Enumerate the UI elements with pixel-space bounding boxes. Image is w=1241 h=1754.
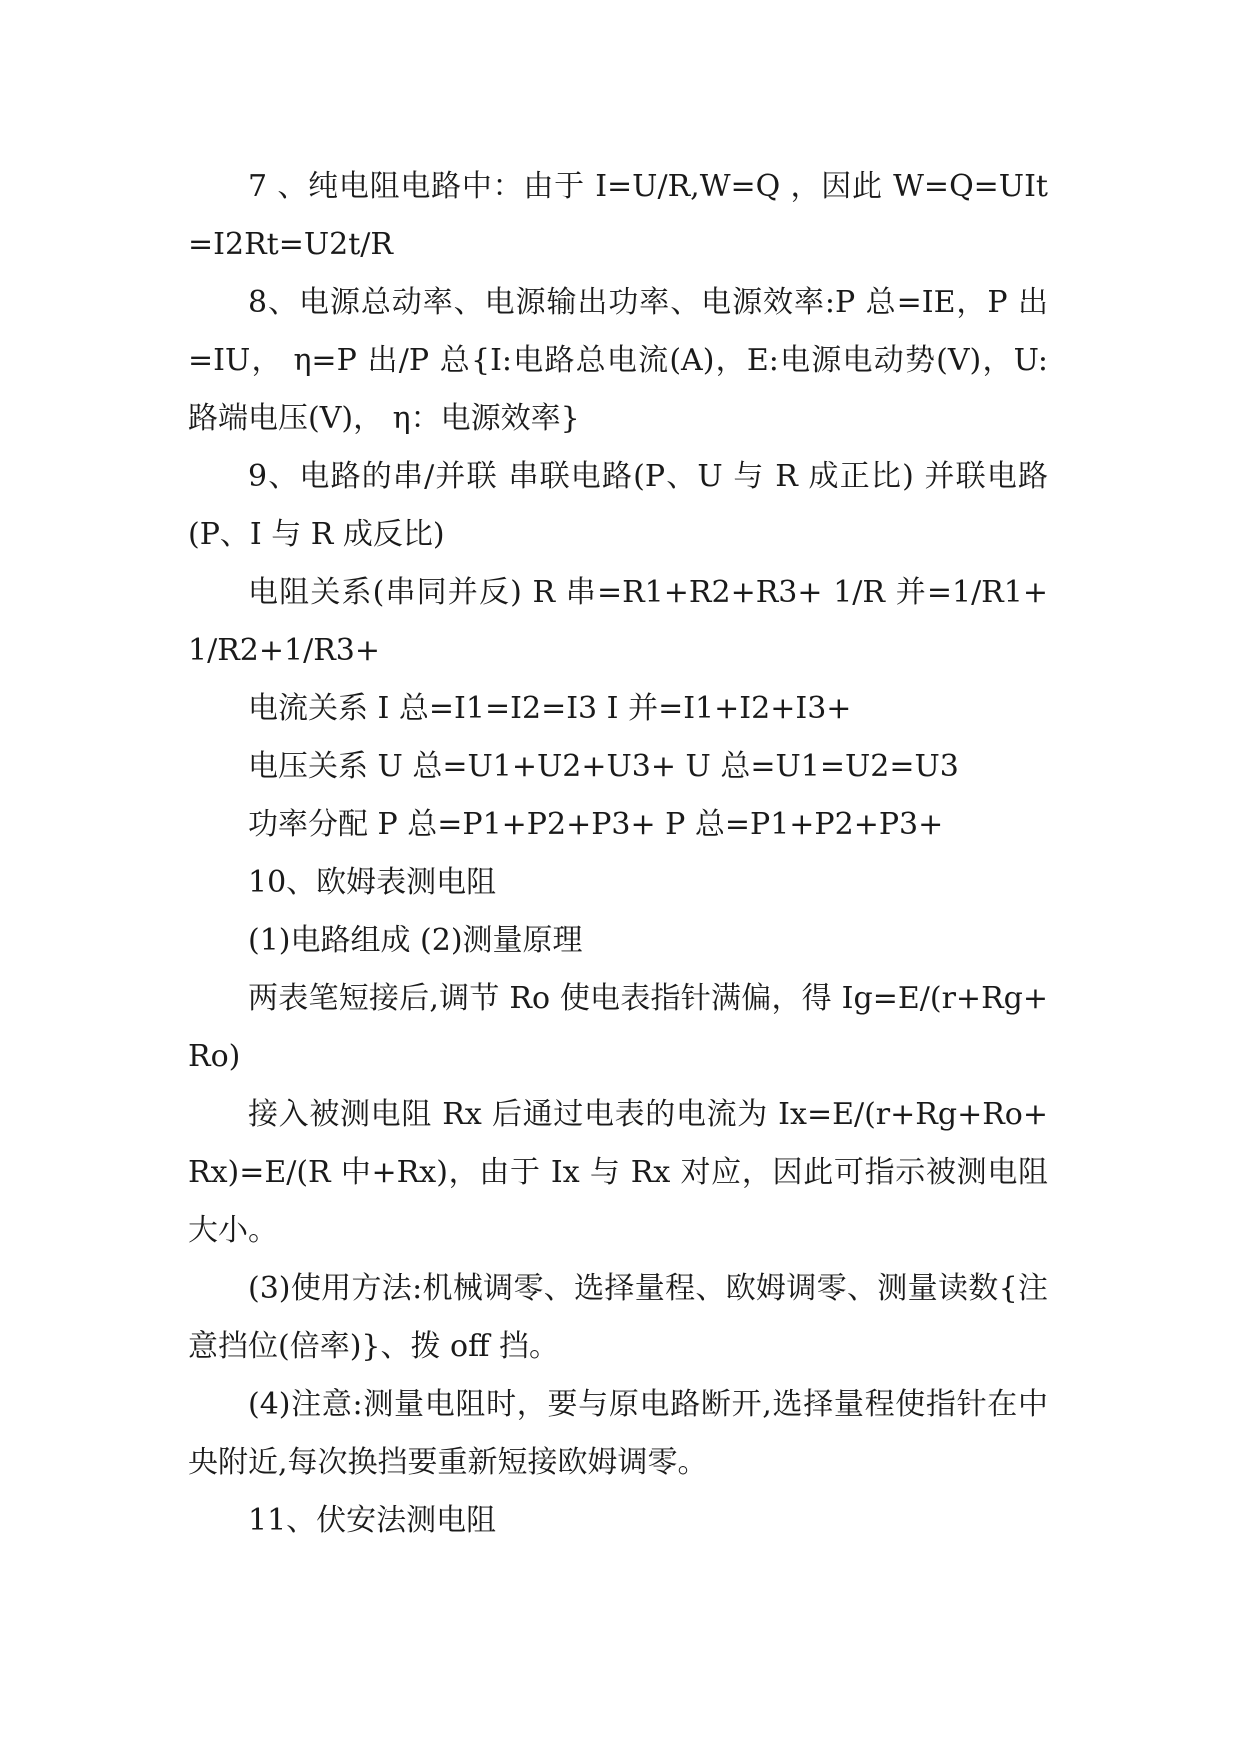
paragraph-caution: (4)注意:测量电阻时，要与原电路断开,选择量程使指针在中央附近,每次换挡要重新短接欧姆调零。 bbox=[188, 1387, 1048, 1480]
paragraph-circuit-principle: (1)电路组成 (2)测量原理 bbox=[248, 923, 583, 958]
heading-11-voltammetry: 11、伏安法测电阻 bbox=[248, 1503, 497, 1538]
paragraph-7-pure-resistance: 7 、纯电阻电路中：由于 I=U/R,W=Q ，因此 W=Q=UIt=I2Rt=U2t/R bbox=[188, 169, 1048, 262]
paragraph-short-probes: 两表笔短接后,调节 Ro 使电表指针满偏，得 Ig=E/(r+Rg+Ro) bbox=[188, 981, 1048, 1074]
paragraph-voltage-relation: 电压关系 U 总=U1+U2+U3+ U 总=U1=U2=U3 bbox=[248, 749, 959, 784]
paragraph-usage-method: (3)使用方法:机械调零、选择量程、欧姆调零、测量读数{注意挡位(倍率)}、拨 off 挡。 bbox=[188, 1271, 1048, 1364]
document-body bbox=[188, 158, 1048, 1550]
paragraph-power-distribution: 功率分配 P 总=P1+P2+P3+ P 总=P1+P2+P3+ bbox=[248, 807, 944, 842]
paragraph-resistance-relation: 电阻关系(串同并反) R 串=R1+R2+R3+ 1/R 并=1/R1+1/R2+1/R3+ bbox=[188, 575, 1048, 668]
paragraph-8-power-efficiency: 8、电源总动率、电源输出功率、电源效率:P 总=IE，P 出=IU， η=P 出/P 总{I:电路总电流(A)，E:电源电动势(V)，U:路端电压(V)， η：电源效率} bbox=[188, 285, 1048, 436]
heading-10-ohmmeter: 10、欧姆表测电阻 bbox=[248, 865, 497, 900]
paragraph-measured-resistor: 接入被测电阻 Rx 后通过电表的电流为 Ix=E/(r+Rg+Ro+Rx)=E/(R 中+Rx)，由于 Ix 与 Rx 对应，因此可指示被测电阻大小。 bbox=[188, 1097, 1048, 1248]
paragraph-current-relation: 电流关系 I 总=I1=I2=I3 I 并=I1+I2+I3+ bbox=[248, 691, 852, 726]
paragraph-9-series-parallel: 9、电路的串/并联 串联电路(P、U 与 R 成正比) 并联电路(P、I 与 R 成反比) bbox=[188, 459, 1048, 552]
